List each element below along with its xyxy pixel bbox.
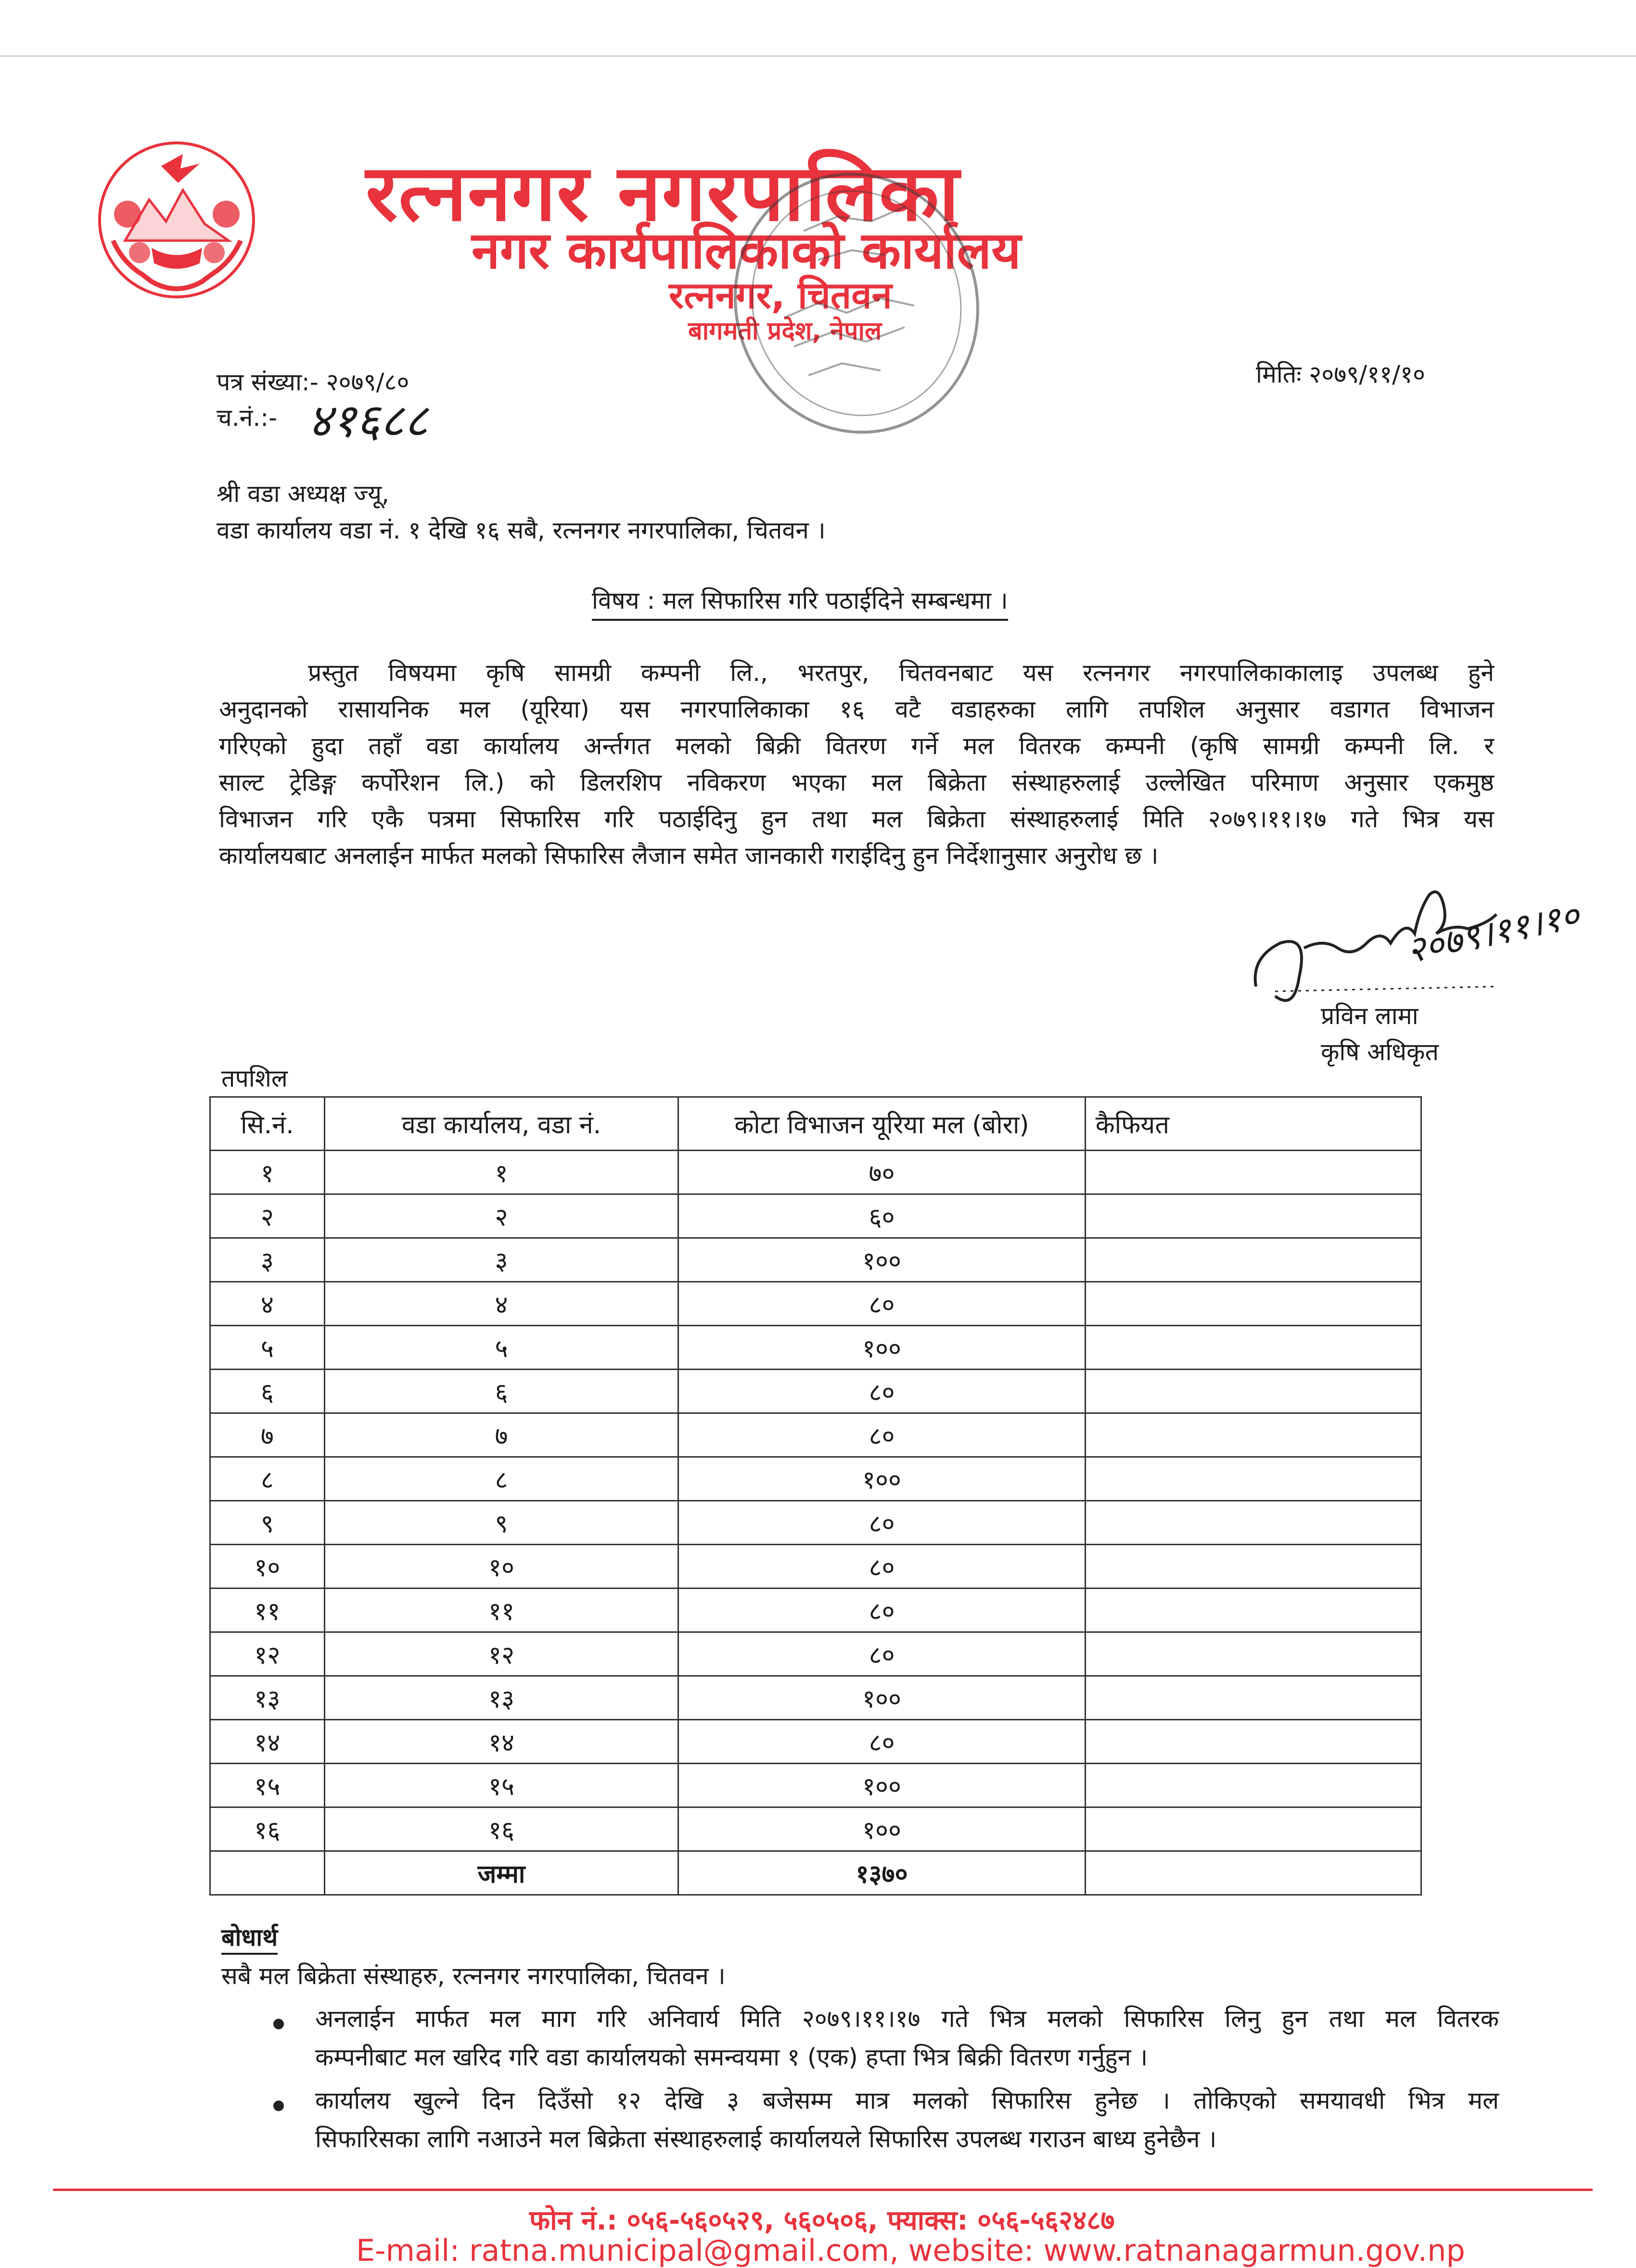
cell-ward: ११ (324, 1589, 678, 1632)
cell-ward: १४ (324, 1720, 678, 1764)
table-row (210, 1676, 1421, 1720)
cell-quota: ८० (678, 1720, 1085, 1764)
cell-ward: ३ (324, 1238, 678, 1282)
cell-quota: ७० (678, 1151, 1085, 1194)
cell-remarks (1085, 1589, 1421, 1632)
col-header-quota: कोटा विभाजन यूरिया मल (बोरा) (678, 1097, 1085, 1151)
cell-ward: ७ (324, 1413, 678, 1457)
table-header-row (210, 1097, 1421, 1151)
cell-quota: १०० (678, 1807, 1085, 1851)
nepal-emblem-logo (94, 137, 260, 303)
cell-serial: २ (210, 1194, 325, 1238)
cell-quota: ८० (678, 1282, 1085, 1326)
subject-line: विषय : मल सिफारिस गरि पठाईदिने सम्बन्धमा । (592, 583, 1008, 621)
col-header-remarks: कैफियत (1085, 1097, 1421, 1151)
table-total-row (210, 1851, 1421, 1895)
cell-quota: ८० (678, 1545, 1085, 1589)
bullet-dot (273, 2101, 284, 2111)
cell-remarks (1085, 1194, 1421, 1238)
table-row (210, 1589, 1421, 1632)
table-caption: तपशिल (221, 1064, 288, 1092)
letter-date: मितिः २०७९/११/१० (1256, 360, 1425, 388)
cell-remarks (1085, 1151, 1421, 1194)
cc-bullet-2 (315, 2081, 1499, 2158)
cell-ward: १६ (324, 1807, 678, 1851)
cell-serial: ४ (210, 1282, 325, 1326)
cell-serial: १३ (210, 1676, 325, 1720)
org-name-heading: रत्ननगर नगरपालिका (366, 148, 960, 239)
top-scan-line (0, 55, 1636, 57)
cell-ward: १० (324, 1545, 678, 1589)
signer-name: प्रविन लामा (1321, 1002, 1419, 1030)
office-stamp-seal (722, 159, 991, 448)
col-header-ward: वडा कार्यालय, वडा नं. (324, 1097, 678, 1151)
cell-remarks (1085, 1370, 1421, 1413)
cc-bullet-1-line-2: कम्पनीबाट मल खरिद गरि वडा कार्यालयको समन्वयमा १ (एक) हप्ता भित्र बिक्री वितरण गर्नुहुन । (315, 2043, 1148, 2071)
cell-quota: १०० (678, 1238, 1085, 1282)
total-remarks-cell (1085, 1851, 1421, 1895)
table-row (210, 1632, 1421, 1676)
cell-ward: १५ (324, 1764, 678, 1807)
cell-ward: १ (324, 1151, 678, 1194)
cell-quota: १०० (678, 1764, 1085, 1807)
cell-serial: ७ (210, 1413, 325, 1457)
body-line: कार्यालयबाट अनलाईन मार्फत मलको सिफारिस लैजान समेत जानकारी गराईदिनु हुन निर्देशानुसार अनुरोध छ । (219, 842, 1159, 870)
reference-number: पत्र संख्या:- २०७९/८० (217, 368, 409, 396)
table-row (210, 1807, 1421, 1851)
footer-divider (53, 2189, 1593, 2191)
cell-serial: १ (210, 1151, 325, 1194)
recipient-line-2: वडा कार्यालय वडा नं. १ देखि १६ सबै, रत्ननगर नगरपालिका, चितवन । (217, 516, 826, 544)
cell-remarks (1085, 1326, 1421, 1370)
cell-quota: ८० (678, 1632, 1085, 1676)
cell-serial: ९ (210, 1501, 325, 1545)
dispatch-label: च.नं.:- (217, 404, 278, 432)
cell-quota: ८० (678, 1413, 1085, 1457)
cell-remarks (1085, 1676, 1421, 1720)
table-row (210, 1238, 1421, 1282)
cell-ward: ६ (324, 1370, 678, 1413)
table-row (210, 1151, 1421, 1194)
table-row (210, 1194, 1421, 1238)
cc-bullet-2-line-1: कार्यालय खुल्ने दिन दिउँसो १२ देखि ३ बजेसम्म मात्र मलको सिफारिस हुनेछ । तोकिएको समयावधी भित्र मल (315, 2087, 1499, 2114)
cell-quota: ६० (678, 1194, 1085, 1238)
cell-quota: १०० (678, 1326, 1085, 1370)
table-row (210, 1370, 1421, 1413)
bullet-dot (273, 2019, 284, 2029)
cell-quota: ८० (678, 1589, 1085, 1632)
cell-ward: ९ (324, 1501, 678, 1545)
dispatch-number-handwritten: ४१६८८ (308, 394, 428, 448)
table-row (210, 1501, 1421, 1545)
cell-serial: १२ (210, 1632, 325, 1676)
cc-bullet-1-line-1: अनलाईन मार्फत मल माग गरि अनिवार्य मिति २०७९।११।१७ गते भित्र मलको सिफारिस लिनु हुन तथा मल वितरक (315, 2005, 1499, 2033)
cell-ward: ८ (324, 1457, 678, 1501)
cell-serial: १६ (210, 1807, 325, 1851)
cell-serial: १५ (210, 1764, 325, 1807)
cell-ward: ५ (324, 1326, 678, 1370)
cell-serial: ११ (210, 1589, 325, 1632)
cell-ward: १२ (324, 1632, 678, 1676)
body-line: अनुदानको रासायनिक मल (यूरिया) यस नगरपालिकाका १६ वटै वडाहरुका लागि तपशिल अनुसार वडागत विभाजन (219, 695, 1494, 723)
cell-serial: ८ (210, 1457, 325, 1501)
total-label: जम्मा (324, 1851, 678, 1895)
cell-quota: १०० (678, 1457, 1085, 1501)
office-subheading: नगर कार्यपालिकाको कार्यालय (472, 221, 1021, 280)
cell-ward: १३ (324, 1676, 678, 1720)
signer-title: कृषि अधिकृत (1321, 1038, 1439, 1066)
table-row (210, 1457, 1421, 1501)
body-line: विभाजन गरि एकै पत्रमा सिफारिस गरि पठाईदिनु हुन तथा मल बिक्रेता संस्थाहरुलाई मिति २०७९।११।१७ गते भित्र यस (219, 805, 1494, 833)
province-subheading: बागमती प्रदेश, नेपाल (688, 317, 882, 346)
cell-remarks (1085, 1764, 1421, 1807)
recipient-line-1: श्री वडा अध्यक्ष ज्यू, (217, 480, 389, 508)
body-line: प्रस्तुत विषयमा कृषि सामग्री कम्पनी लि., भरतपुर, चितवनबाट यस रत्ननगर नगरपालिकाकालाइ उपलब्ध हुने (308, 659, 1494, 687)
body-line: गरिएको हुदा तहाँ वडा कार्यालय अर्न्तगत मलको बिक्री वितरण गर्ने मल वितरक कम्पनी (कृषि सामग्री कम्पनी लि. र (219, 732, 1494, 760)
footer-phone: फोन नं.: ०५६-५६०५२९, ५६०५०६, फ्याक्स: ०५६-५६२४८७ (529, 2205, 1115, 2236)
table-row (210, 1326, 1421, 1370)
cell-serial: ५ (210, 1326, 325, 1370)
cc-line: सबै मल बिक्रेता संस्थाहरु, रत्ननगर नगरपालिका, चितवन । (221, 1962, 726, 1990)
col-header-serial: सि.नं. (210, 1097, 325, 1151)
cell-remarks (1085, 1282, 1421, 1326)
cc-bullet-1 (315, 1999, 1499, 2076)
total-empty-cell (210, 1851, 325, 1895)
table-row (210, 1545, 1421, 1589)
footer-contact: E-mail: ratna.municipal@gmail.com, website: www.ratnanagarmun.gov.np (356, 2233, 1465, 2268)
cell-remarks (1085, 1501, 1421, 1545)
cc-label: बोधार्थ (221, 1920, 278, 1955)
body-line: साल्ट ट्रेडिङ्ग कर्पोरेशन लि.) को डिलरशिप नविकरण भएका मल बिक्रेता संस्थाहरुलाई उल्लेखित परिमाण अनुसार एकमुष्ठ (219, 769, 1494, 796)
cell-remarks (1085, 1238, 1421, 1282)
table-row (210, 1282, 1421, 1326)
cell-serial: १४ (210, 1720, 325, 1764)
letter-body (219, 654, 1494, 874)
cell-quota: १०० (678, 1676, 1085, 1720)
cell-remarks (1085, 1720, 1421, 1764)
cell-ward: २ (324, 1194, 678, 1238)
cell-remarks (1085, 1545, 1421, 1589)
table-row (210, 1764, 1421, 1807)
cell-remarks (1085, 1632, 1421, 1676)
cell-serial: ६ (210, 1370, 325, 1413)
cell-serial: ३ (210, 1238, 325, 1282)
cell-serial: १० (210, 1545, 325, 1589)
cell-quota: ८० (678, 1501, 1085, 1545)
cell-ward: ४ (324, 1282, 678, 1326)
signature-date-handwritten: २०७९।११।१० (1403, 895, 1583, 972)
cell-quota: ८० (678, 1370, 1085, 1413)
cell-remarks (1085, 1413, 1421, 1457)
cc-bullet-2-line-2: सिफारिसका लागि नआउने मल बिक्रेता संस्थाहरुलाई कार्यालयले सिफारिस उपलब्ध गराउन बाध्य हुनेछैन । (315, 2125, 1217, 2153)
place-subheading: रत्ननगर, चितवन (669, 274, 892, 317)
total-value: १३७० (678, 1851, 1085, 1895)
allocation-table (209, 1096, 1422, 1896)
cell-remarks (1085, 1457, 1421, 1501)
table-row (210, 1720, 1421, 1764)
table-row (210, 1413, 1421, 1457)
cell-remarks (1085, 1807, 1421, 1851)
